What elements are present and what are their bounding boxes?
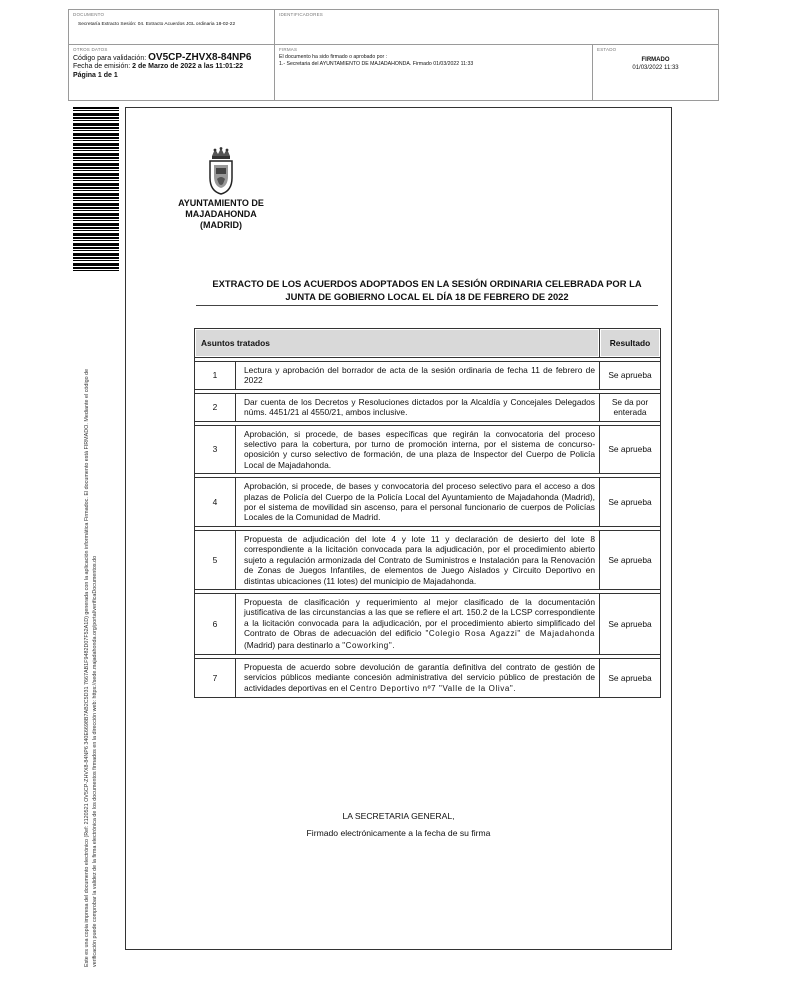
- estado-label: ESTADO: [597, 47, 617, 52]
- agenda-table: [194, 328, 661, 698]
- documento-cell: [69, 10, 275, 45]
- row-number: 3: [195, 425, 236, 474]
- signatory-title: LA SECRETARIA GENERAL,: [342, 811, 455, 821]
- organization-name: [166, 198, 276, 231]
- row-subject: Aprobación, si procede, de bases específicas que regirán la convocatoria del proceso selectivo para la cobertura, por turno de promoción interna, por el sistema de concurso-oposición y curso selectivo de formación, de una plaza de Inspector del Cuerpo de Policía Local de Majadahonda.: [236, 425, 600, 474]
- column-header-asuntos: Asuntos tratados: [195, 329, 600, 358]
- table-row: [195, 593, 661, 654]
- estado-date: 01/03/2022 11:33: [632, 64, 679, 71]
- firmas-label: FIRMAS: [279, 47, 298, 52]
- identificadores-cell: [275, 10, 718, 45]
- org-line-1: AYUNTAMIENTO DE: [178, 198, 264, 208]
- row-subject: [236, 658, 600, 697]
- documento-label: DOCUMENTO: [73, 12, 105, 17]
- row-number: 4: [195, 478, 236, 527]
- row-result: Se aprueba: [600, 478, 661, 527]
- row-subject: Dar cuenta de los Decretos y Resoluciones dictados por la Alcaldía y Concejales Delegados núms. 4451/21 al 4550/21, ambos inclusive.: [236, 393, 600, 421]
- row-subject-part: (Madrid) para destinarlo a: [244, 639, 343, 650]
- table-row: [195, 393, 661, 421]
- org-line-2: MAJADAHONDA: [185, 209, 257, 219]
- row-result: Se aprueba: [600, 362, 661, 390]
- otros-datos-label: OTROS DATOS: [73, 47, 108, 52]
- validation-code[interactable]: OV5CP-ZHVX8-84NP6: [148, 52, 252, 63]
- row-subject-emphasis: "Coworking".: [342, 640, 396, 650]
- row-number: 5: [195, 530, 236, 589]
- title-line-1: EXTRACTO DE LOS ACUERDOS ADOPTADOS EN LA SESIÓN ORDINARIA CELEBRADA POR LA: [212, 278, 642, 289]
- table-row: [195, 658, 661, 697]
- barcode: [73, 107, 119, 273]
- row-subject-emphasis: "Colegio Rosa Agazzi" de Majadahonda: [425, 629, 595, 639]
- coat-of-arms-icon: [206, 146, 236, 196]
- side-text-line-1: Este es una copia impresa del documento electrónico (Ref: 2120521 OV5CP-ZHVX8-84NP6 340E6698B7AB2C5D31 7667AB1F9482D07F52A1D) generada con la aplicación informática Firmadoc. El documento está FIRMADO. Mediante el código de: [84, 368, 90, 967]
- status-badge: FIRMADO: [641, 57, 670, 63]
- signature-note: Firmado electrónicamente a la fecha de su firma: [306, 828, 491, 838]
- firmas-line-2: 1.- Secretaria del AYUNTAMIENTO DE MAJADAHONDA. Firmado 01/03/2022 11:33: [279, 60, 474, 67]
- estado-cell: [593, 45, 718, 101]
- otros-datos: [73, 54, 252, 80]
- row-number: 6: [195, 593, 236, 654]
- row-result: Se aprueba: [600, 425, 661, 474]
- emision-value: 2 de Marzo de 2022 a las 11:01:22: [132, 63, 244, 71]
- row-result: Se da por enterada: [600, 393, 661, 421]
- table-row: [195, 478, 661, 527]
- emision-prefix: Fecha de emisión:: [73, 63, 131, 71]
- page-count: Página 1 de 1: [73, 71, 118, 79]
- row-result: Se aprueba: [600, 593, 661, 654]
- row-number: 1: [195, 362, 236, 390]
- row-subject-emphasis: Centro Deportivo nº7 "Valle de la Oliva".: [349, 683, 517, 693]
- title-line-2: JUNTA DE GOBIERNO LOCAL EL DÍA 18 DE FEBRERO DE 2022: [285, 290, 569, 302]
- document-header: [68, 9, 719, 101]
- validacion-prefix: Código para validación:: [73, 55, 147, 62]
- page-title: [196, 278, 658, 306]
- row-subject: [236, 593, 600, 654]
- documento-value: Secretaría Extracto Sesión: 04. Extracto Acuerdos JGL ordinaria 18-02-22: [78, 22, 236, 27]
- row-subject: Lectura y aprobación del borrador de acta de la sesión ordinaria de fecha 11 de febrero de 2022: [236, 362, 600, 390]
- row-subject: Aprobación, si procede, de bases y convocatoria del proceso selectivo para el acceso a dos plazas de Policía del Cuerpo de la Policía Local del Ayuntamiento de Majadahonda (Madrid), por el sistema de movilidad sin ascenso, para el personal funcionario de cuerpos de Policías Locales de la Comunidad de Madrid.: [236, 478, 600, 527]
- verification-side-text: [84, 297, 99, 967]
- row-subject: Propuesta de adjudicación del lote 4 y lote 11 y declaración de desierto del lote 8 correspondiente a la licitación convocada para la adjudicación, por el procedimiento abierto sujeto a regulación armonizada del Contrato de Suministros e Instalación para la Renovación de Zonas de Juegos Infantiles, de elementos de Juego Aislados y Circuito Deportivo en distintas ubicaciones (11 lotes) del municipio de Majadahonda.: [236, 530, 600, 589]
- org-line-3: (MADRID): [200, 220, 242, 230]
- firmas-line-1: El documento ha sido firmado o aprobado por :: [279, 54, 388, 60]
- table-row: [195, 425, 661, 474]
- estado-status: [593, 57, 718, 72]
- column-header-resultado: Resultado: [600, 329, 661, 358]
- side-text-line-2: verificación puede comprobar la validez de la firma electrónica de los documentos firmados en la dirección web: https://sede.majadahonda.org/portal/verificaDocumentos.do: [91, 555, 98, 967]
- row-result: Se aprueba: [600, 530, 661, 589]
- table-row: [195, 362, 661, 390]
- otros-datos-cell: [69, 45, 275, 101]
- row-number: 7: [195, 658, 236, 697]
- firmas-text: [279, 54, 473, 67]
- firmas-cell: [275, 45, 593, 101]
- row-subject-part: Propuesta de acuerdo sobre devolución de garantía definitiva del contrato de gestión de servicios públicos mediante concesión administrativa del servicio público de prestación de actividades deportivas en el: [244, 661, 595, 693]
- table-row: [195, 530, 661, 589]
- row-result: Se aprueba: [600, 658, 661, 697]
- row-subject-part: Propuesta de clasificación y requerimiento al mejor clasificado de la documentación justificativa de las circunstancias a las que se refiere el art. 150.2 de la LCSP correspondiente a la licitación convocada para la adjudicación, por el procedimiento abierto simplificado del Contrato de Obras de adecuación del edificio: [244, 596, 595, 639]
- row-number: 2: [195, 393, 236, 421]
- identificadores-label: IDENTIFICADORES: [279, 12, 324, 17]
- document-page: [125, 107, 672, 950]
- table-header-row: [195, 329, 661, 358]
